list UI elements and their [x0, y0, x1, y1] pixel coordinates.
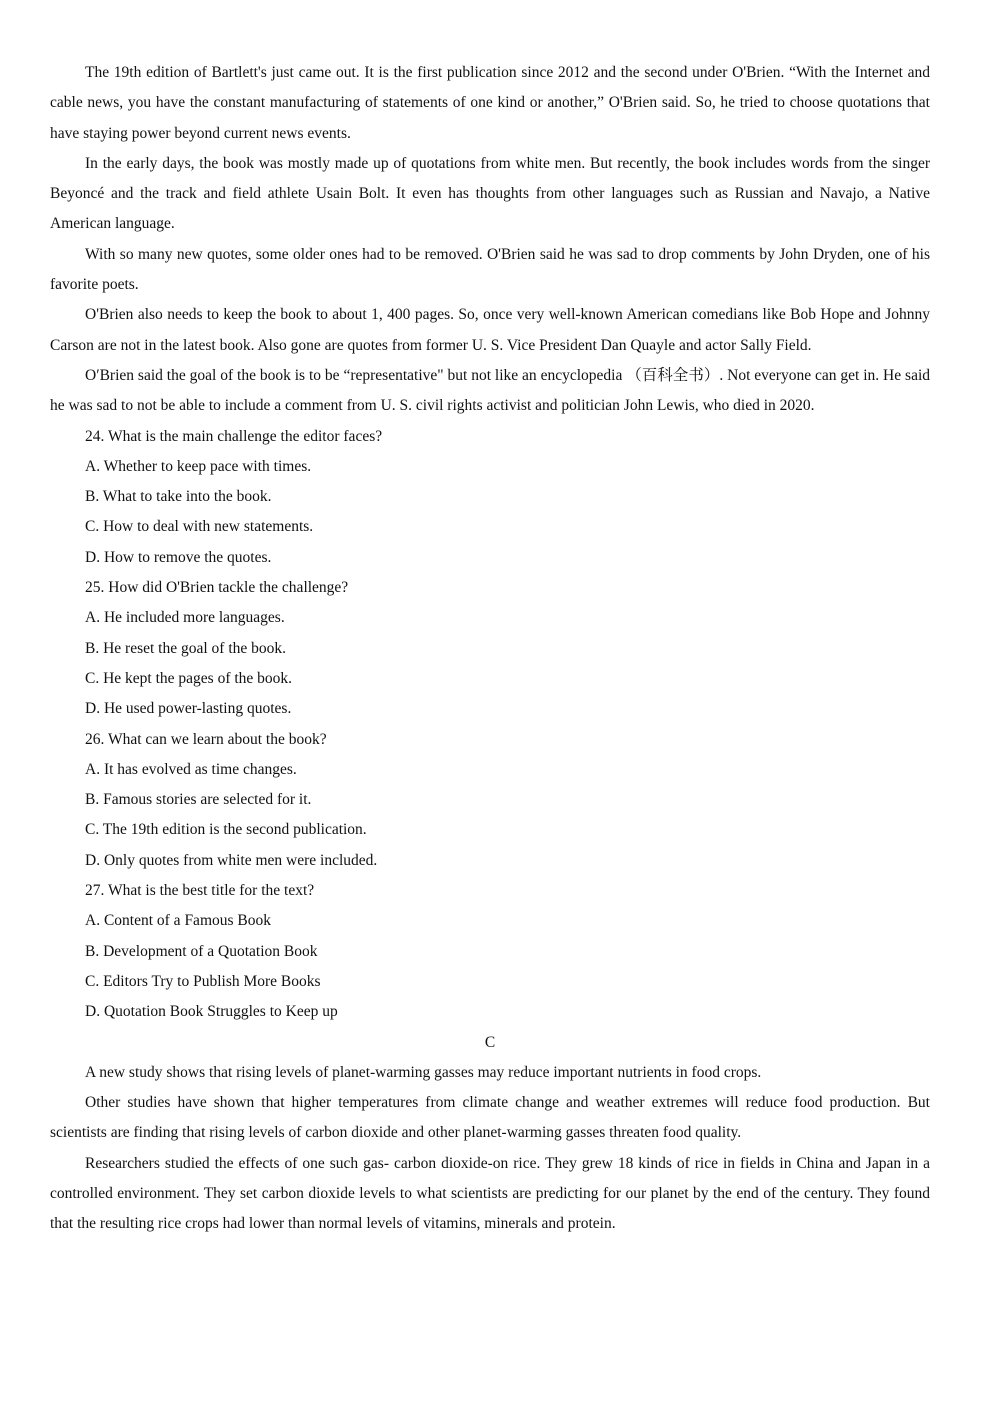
paragraph: With so many new quotes, some older ones had to be removed. O'Brien said he was sad to drop comments by John Dryden, one of his favorite poets.	[50, 245, 930, 294]
question-stem: 24. What is the main challenge the editor faces?	[85, 427, 383, 445]
answer-option: D. He used power-lasting quotes.	[85, 700, 292, 718]
paragraph: Other studies have shown that higher temperatures from climate change and weather extremes will reduce food production. But scientists are finding that rising levels of carbon dioxide and other planet-warming gasses threaten food quality.	[50, 1094, 930, 1142]
question-25	[50, 573, 930, 724]
answer-option: D. Only quotes from white men were included.	[85, 851, 378, 869]
question-stem: 27. What is the best title for the text?	[85, 882, 315, 900]
answer-option: A. It has evolved as time changes.	[85, 760, 297, 778]
paragraph: O′Brien said the goal of the book is to be “representative" but not like an encyclopedia （百科全书）. Not everyone can get in. He said he was sad to not be able to include a comment from U. S. civil rights activist and politician John Lewis, who died in 2020.	[50, 366, 930, 415]
answer-option: A. He included more languages.	[85, 609, 285, 627]
answer-option: C. The 19th edition is the second publication.	[85, 821, 367, 839]
question-stem: 26. What can we learn about the book?	[85, 730, 327, 748]
paragraph: In the early days, the book was mostly made up of quotations from white men. But recently, the book includes words from the singer Beyoncé and the track and field athlete Usain Bolt. It even has thoughts from other languages such as Russian and Navajo, a Native American language.	[50, 154, 930, 233]
answer-option: C. How to deal with new statements.	[85, 518, 314, 536]
paragraph: The 19th edition of Bartlett's just came out. It is the first publication since 2012 and the second under O'Brien. “With the Internet and cable news, you have the constant manufacturing of statements of one kind or another,” O'Brien said. So, he tried to choose quotations that have staying power beyond current news events.	[50, 64, 930, 142]
answer-option: B. He reset the goal of the book.	[85, 639, 287, 657]
answer-option: A. Content of a Famous Book	[85, 912, 271, 930]
paragraph: A new study shows that rising levels of planet-warming gasses may reduce important nutrients in food crops.	[85, 1063, 762, 1081]
question-24	[50, 422, 930, 573]
paragraph: Researchers studied the effects of one such gas- carbon dioxide-on rice. They grew 18 kinds of rice in fields in China and Japan in a controlled environment. They set carbon dioxide levels to what scientists are predicting for our planet by the end of the century. They found that the resulting rice crops had lower than normal levels of vitamins, minerals and protein.	[50, 1154, 930, 1233]
question-26	[50, 725, 930, 876]
answer-option: D. Quotation Book Struggles to Keep up	[85, 1003, 338, 1021]
section-heading: C	[484, 1033, 496, 1051]
question-stem: 25. How did O'Brien tackle the challenge?	[85, 579, 349, 597]
answer-option: C. He kept the pages of the book.	[85, 669, 293, 687]
answer-option: C. Editors Try to Publish More Books	[85, 972, 321, 990]
question-27	[50, 876, 930, 1027]
answer-option: D. How to remove the quotes.	[85, 548, 272, 566]
answer-option: B. Famous stories are selected for it.	[85, 791, 312, 809]
paragraph: O'Brien also needs to keep the book to about 1, 400 pages. So, once very well-known American comedians like Bob Hope and Johnny Carson are not in the latest book. Also gone are quotes from former U. S. Vice President Dan Quayle and actor Sally Field.	[50, 306, 930, 354]
answer-option: B. What to take into the book.	[85, 488, 272, 506]
answer-option: A. Whether to keep pace with times.	[85, 457, 312, 475]
document-page	[50, 58, 930, 1240]
answer-option: B. Development of a Quotation Book	[85, 942, 318, 960]
